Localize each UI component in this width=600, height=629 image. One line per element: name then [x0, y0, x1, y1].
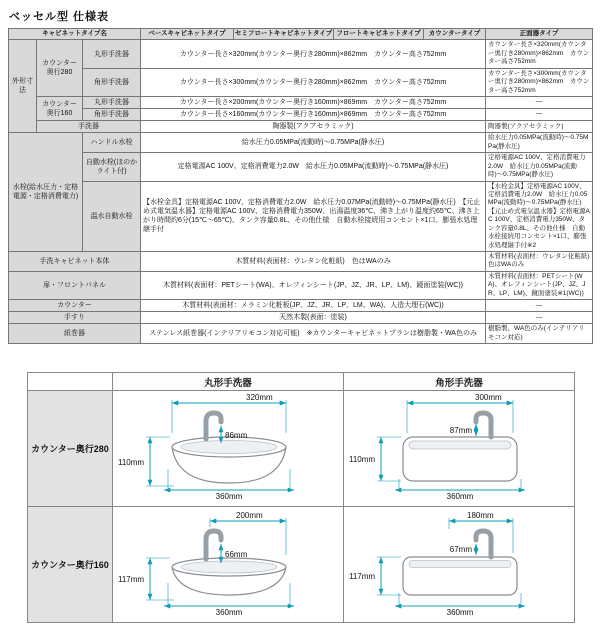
value-round280-front: カウンター長さ×320mm(カウンター奥行き280mm)×862mm カウンター高さ752mm: [486, 40, 593, 68]
basin-cavity: [409, 561, 511, 568]
row-countertop: [9, 300, 593, 312]
label-depth-280: カウンター奥行280: [37, 40, 83, 97]
value-auto-faucet-front: 定格電源AC 100V、定格消費電力2.0W 給水圧力0.05MPa(流動時)〜0.75MPa(静水圧): [486, 153, 593, 181]
dim-faucet-label: 86mm: [225, 431, 248, 441]
sink-diagram-square-160: [345, 507, 573, 617]
spec-table: [8, 28, 597, 344]
value-round160-front: —: [486, 97, 593, 109]
label-countertop: カウンター: [9, 300, 141, 312]
row-handle-faucet: [9, 133, 593, 153]
value-handrail-front: —: [486, 312, 593, 324]
diagram-corner-cell: [28, 373, 113, 391]
value-paper-holder: ステンレス紙巻器(インテリアリモコン対応可能) ※カウンターキャビネットプランは樹脂製・WA色のみ: [141, 324, 486, 344]
value-countertop-front: —: [486, 300, 593, 312]
diagram-cell-round-280: [113, 391, 344, 507]
dim-height-label: 110mm: [349, 455, 376, 465]
value-paper-holder-front: 樹脂製、WA色のみ(インテリアリモコン対応): [486, 324, 593, 344]
value-round280: カウンター長さ×320mm(カウンター奥行き280mm)×862mm カウンター高さ752mm: [141, 40, 486, 68]
label-square-basin-2: 角形手洗器: [83, 109, 141, 121]
dim-height-label: 117mm: [349, 572, 376, 582]
value-cabinet-body: 木質材料(表面材：ウレタン化粧紙) 色はWAのみ: [141, 252, 486, 272]
header-base-cabinet: ベースキャビネットタイプ: [141, 29, 234, 40]
row-cabinet-body: [9, 252, 593, 272]
row-auto-faucet: [9, 153, 593, 181]
dim-top-label: 180mm: [467, 511, 494, 521]
label-faucet-group: 水栓(給水圧力・定格電源・定格消費電力): [9, 133, 83, 252]
value-handle-faucet: 給水圧力0.05MPa(流動時)〜0.75MPa(静水圧): [141, 133, 486, 153]
dim-faucet-label: 87mm: [449, 426, 472, 436]
row-round-280: [9, 40, 593, 68]
faucet-icon: [206, 531, 221, 559]
diagram-header-square: 角形手洗器: [344, 373, 575, 391]
dim-bottom-label: 360mm: [215, 608, 243, 618]
dim-height-label: 117mm: [118, 575, 145, 585]
row-basin-material: [9, 121, 593, 133]
dim-top-label: 320mm: [246, 393, 273, 403]
value-auto-faucet: 定格電源AC 100V、定格消費電力2.0W 給水圧力0.05MPa(流動時)〜0.75MPa(静水圧): [141, 153, 486, 181]
dim-bottom-label: 360mm: [446, 492, 474, 502]
label-handrail: 手すり: [9, 312, 141, 324]
value-basin-front: 陶器製(アクアセラミック): [486, 121, 593, 133]
sink-diagram-round-160: [114, 507, 342, 617]
header-float-cabinet: フロートキャビネットタイプ: [334, 29, 424, 40]
header-counter-type: カウンタータイプ: [424, 29, 486, 40]
value-square280: カウンター長さ×300mm(カウンター奥行き280mm)×862mm カウンター高さ752mm: [141, 68, 486, 96]
row-round-160: [9, 97, 593, 109]
diagram-cell-round-160: [113, 507, 344, 623]
dim-top-label: 300mm: [475, 393, 502, 403]
value-basin: 陶器製(アクアセラミック): [141, 121, 486, 133]
value-square160: カウンター長さ×160mm(カウンター奥行き160mm)×869mm カウンター高さ752mm: [141, 109, 486, 121]
basin-cavity: [181, 441, 277, 454]
value-square280-front: カウンター長さ×300mm(カウンター奥行き280mm)×862mm カウンター高さ752mm: [486, 68, 593, 96]
value-square160-front: —: [486, 109, 593, 121]
label-basin: 手洗器: [37, 121, 141, 133]
label-cabinet-body: 手洗キャビネット本体: [9, 252, 141, 272]
dimension-diagrams-section: [27, 372, 574, 623]
sink-diagram-square-280: [345, 391, 573, 501]
value-round160: カウンター長さ×200mm(カウンター奥行き160mm)×869mm カウンター高さ752mm: [141, 97, 486, 109]
value-handrail: 天然木製(表面：塗装): [141, 312, 486, 324]
value-countertop: 木質材料(表面材：メラミン化粧板(JP、JZ、JR、LP、LM、WA)、人造大理石(WC)): [141, 300, 486, 312]
label-round-basin-2: 丸形手洗器: [83, 97, 141, 109]
row-paper-holder: [9, 324, 593, 344]
value-door-panel-front: 木質材料(表面材：PETシート(WA)、オレフィンシート(JP、JZ、JR、LP、LM)、鏡面塗装※1(WC)): [486, 271, 593, 299]
label-round-basin: 丸形手洗器: [83, 40, 141, 68]
diagram-table: [27, 372, 575, 623]
dim-faucet-label: 67mm: [449, 545, 472, 555]
row-door-panel: [9, 271, 593, 299]
label-depth-160: カウンター奥行160: [37, 97, 83, 121]
dim-top-label: 200mm: [236, 511, 263, 521]
value-hot-auto-faucet-front: 【水栓金具】定格電源AC 100V、定格消費電力2.0W 給水圧力0.05MPa(流動時)〜0.75MPa(静水圧)【元止め式電気温水器】定格電源AC 100V、定格消費電力350W、タンク容量0.8L、その他仕様 自動水栓接続用コンセント×1口、膨張水処理継手付※2: [486, 181, 593, 252]
label-outer-dimensions: 外形寸法: [9, 40, 37, 133]
label-door-panel: 扉・フロントパネル: [9, 271, 141, 299]
dim-bottom-label: 360mm: [215, 492, 243, 502]
row-hot-auto-faucet: [9, 181, 593, 252]
diagram-row-depth280: [28, 391, 575, 507]
dim-height-label: 110mm: [118, 458, 145, 468]
label-auto-faucet: 自動水栓(ほのかライト付): [83, 153, 141, 181]
dim-faucet-label: 66mm: [225, 550, 248, 560]
diagram-row-depth160: [28, 507, 575, 623]
dim-bottom-label: 360mm: [446, 608, 474, 618]
diagram-cell-square-280: [344, 391, 575, 507]
faucet-icon: [206, 413, 221, 439]
spec-header-row: [9, 29, 593, 40]
diagram-rowlabel-160: カウンター奥行160: [28, 507, 113, 623]
page-title: ベッセル型 仕様表: [9, 11, 110, 23]
value-door-panel: 木質材料(表面材：PETシート(WA)、オレフィンシート(JP、JZ、JR、LP、LM)、鏡面塗装(WC)): [141, 271, 486, 299]
diagram-header-round: 丸形手洗器: [113, 373, 344, 391]
diagram-rowlabel-280: カウンター奥行280: [28, 391, 113, 507]
label-hot-auto-faucet: 温水自動水栓: [83, 181, 141, 252]
label-handle-faucet: ハンドル水栓: [83, 133, 141, 153]
row-handrail: [9, 312, 593, 324]
header-semifloat-cabinet: セミフロートキャビネットタイプ: [234, 29, 334, 40]
row-square-160: [9, 109, 593, 121]
header-cabinet-type-name: キャビネットタイプ名: [9, 29, 141, 40]
value-cabinet-body-front: 木質材料(表面材：ウレタン化粧紙) 色はWAのみ: [486, 252, 593, 272]
basin-cavity: [409, 441, 511, 449]
value-hot-auto-faucet: 【水栓金具】定格電源AC 100V、定格消費電力2.0W 給水圧力0.07MPa(流動時)〜0.75MPa(静水圧) 【元止め式電気温水器】定格電源AC 100V、定格消費電力350W、出湯温度36℃、沸き上がり温度約65℃、沸き上がり時間約6分(15℃〜65℃)、タンク容量0.8L、その他仕様 自動水栓接続用コンセント×1口、膨張水処理継手付: [141, 181, 486, 252]
basin-cavity: [181, 561, 277, 573]
sink-diagram-round-280: [114, 391, 342, 501]
header-front-type: 正面器タイプ: [486, 29, 593, 40]
faucet-icon: [476, 531, 491, 557]
diagram-cell-square-160: [344, 507, 575, 623]
label-paper-holder: 紙巻器: [9, 324, 141, 344]
row-square-280: [9, 68, 593, 96]
label-square-basin: 角形手洗器: [83, 68, 141, 96]
value-handle-faucet-front: 給水圧力0.05MPa(流動時)〜0.75MPa(静水圧): [486, 133, 593, 153]
faucet-icon: [476, 413, 491, 437]
diagram-header-row: [28, 373, 575, 391]
